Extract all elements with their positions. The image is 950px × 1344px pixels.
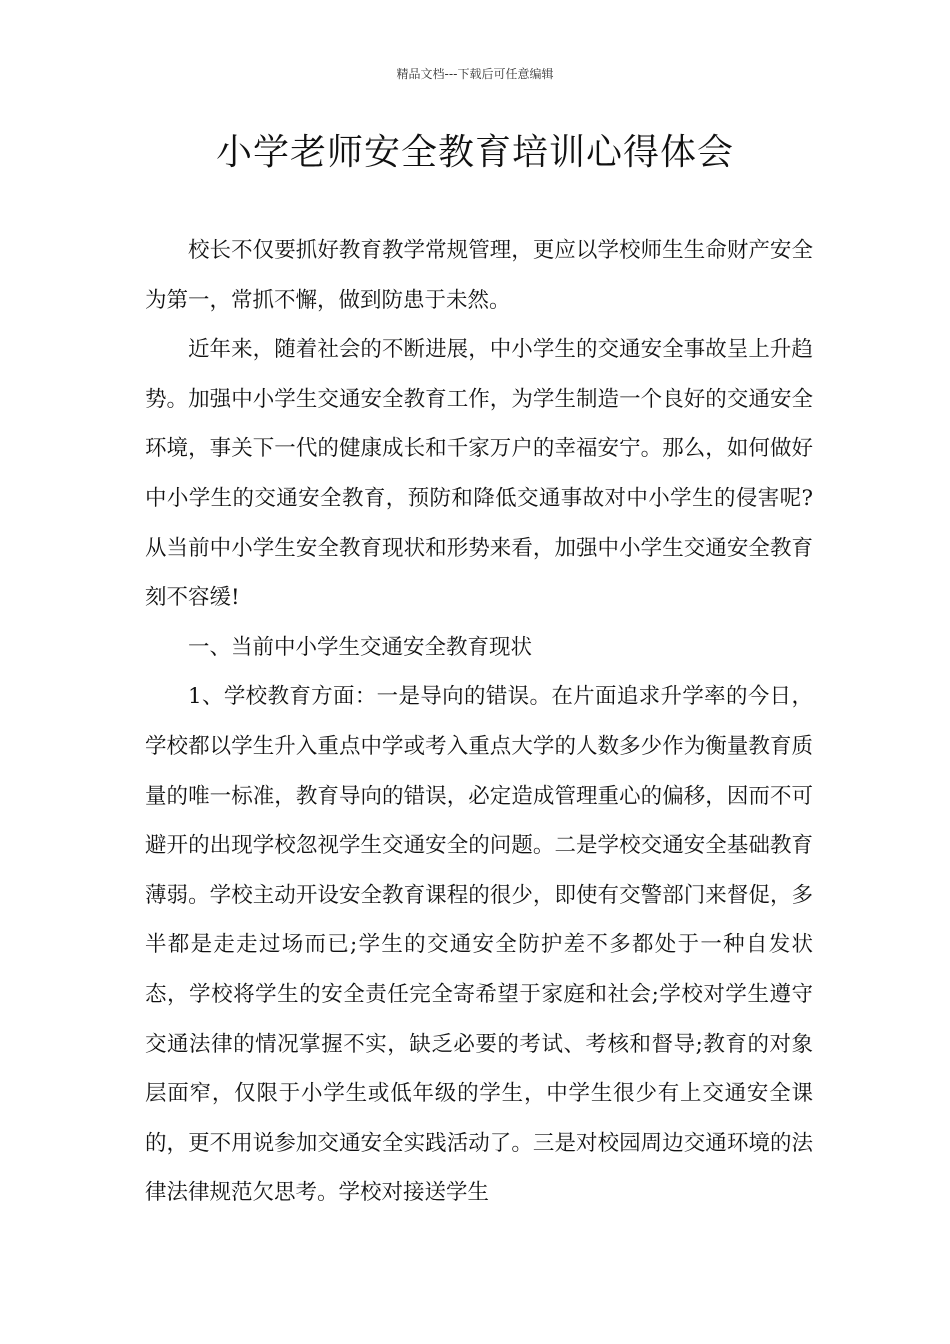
document-title: 小学老师安全教育培训心得体会 bbox=[215, 132, 734, 173]
paragraph: 校长不仅要抓好教育教学常规管理，更应以学校师生生命财产安全为第一，常抓不懈，做到防患于未然。 bbox=[145, 238, 813, 313]
section-heading: 一、当前中小学生交通安全教育现状 bbox=[188, 634, 533, 660]
paragraph: 近年来，随着社会的不断进展，中小学生的交通安全事故呈上升趋势。加强中小学生交通安全教育工作，为学生制造一个良好的交通安全环境，事关下一代的健康成长和千家万户的幸福安宁。那么，如何做好中小学生的交通安全教育，预防和降低交通事故对中小学生的侵害呢?从当前中小学生安全教育现状和形势来看，加强中小学生交通安全教育刻不容缓! bbox=[145, 337, 813, 611]
document-body bbox=[145, 226, 813, 1218]
header-note: 精品文档---下载后可任意编辑 bbox=[396, 67, 554, 81]
paragraph: 1、学校教育方面：一是导向的错误。在片面追求升学率的今日，学校都以学生升入重点中学或考入重点大学的人数多少作为衡量教育质量的唯一标准，教育导向的错误，必定造成管理重心的偏移，因而不可避开的出现学校忽视学生交通安全的问题。二是学校交通安全基础教育薄弱。学校主动开设安全教育课程的很少，即使有交警部门来督促，多半都是走走过场而已;学生的交通安全防护差不多都处于一种自发状态，学校将学生的安全责任完全寄希望于家庭和社会;学校对学生遵守交通法律的情况掌握不实，缺乏必要的考试、考核和督导;教育的对象层面窄，仅限于小学生或低年级的学生，中学生很少有上交通安全课的，更不用说参加交通安全实践活动了。三是对校园周边交通环境的法律法律规范欠思考。学校对接送学生 bbox=[145, 684, 813, 1206]
